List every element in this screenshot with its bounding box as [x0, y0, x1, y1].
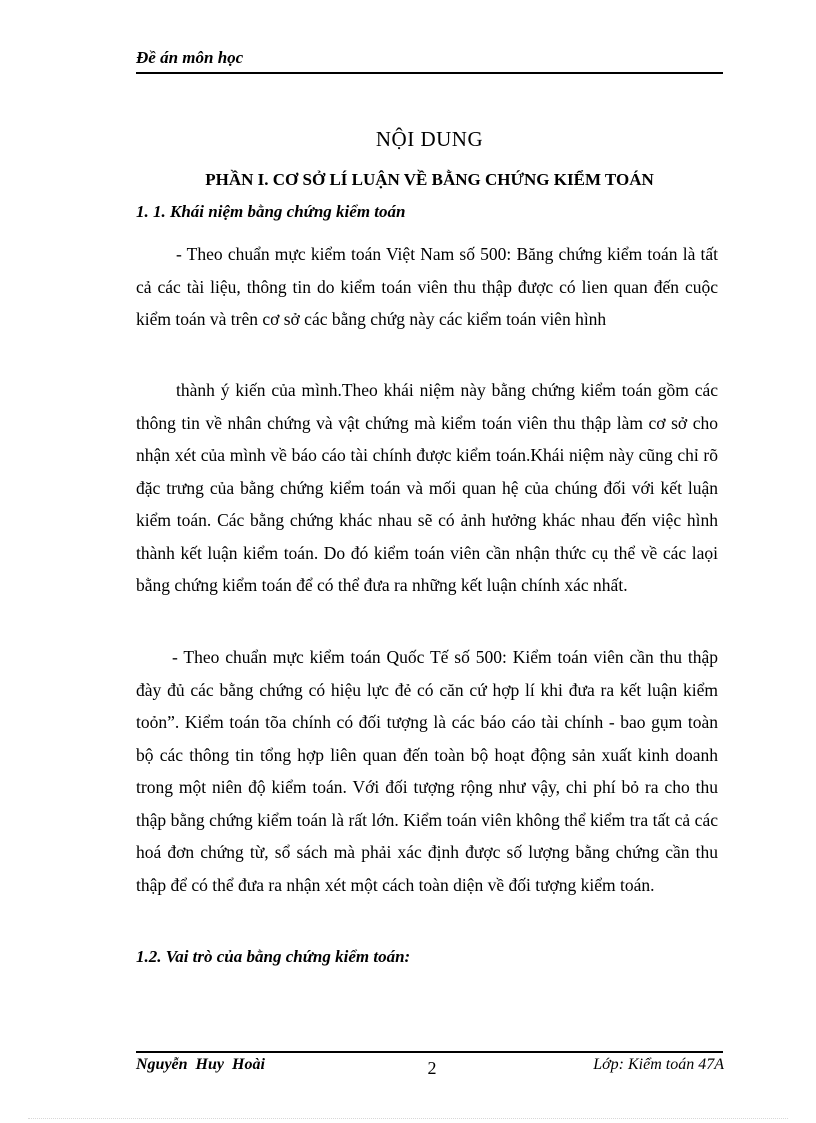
header-title: Đề án môn học [136, 48, 244, 67]
section-heading-1-1: 1. 1. Khái niệm bằng chứng kiểm toán [136, 202, 406, 221]
paragraph: - Theo chuẩn mực kiểm toán Quốc Tế số 500: Kiểm toán viên cần thu thập đày đủ các bằng chứng có hiệu lực đẻ có căn cứ hợp lí khi đưa ra kết luận kiểm toỏn”. Kiểm toán tõa chính có đối tượng là các báo cáo tài chính - bao gụm toàn bộ các thông tin tổng hợp liên quan đến toàn bộ hoạt động sản xuất kinh doanh trong một niên độ kiểm toán. Với đối tượng rộng như vậy, chi phí bỏ ra cho thu thập bằng chứng kiểm toán là rất lớn. Kiểm toán viên không thể kiểm tra tất cả các hoá đơn chứng từ, sổ sách mà phải xác định được số lượng bằng chứng cần thu thập để có thể đưa ra nhận xét một cách toàn diện về đối tượng kiểm toán. [136, 647, 718, 895]
document-title: NỘI DUNG [375, 127, 484, 151]
paragraph: thành ý kiến của mình.Theo khái niệm này bằng chứng kiểm toán gồm các thông tin về nhân chứng và vật chứng mà kiểm toán viên thu thập làm cơ sở cho nhận xét của mình về báo cáo tài chính được kiểm toán.Khái niệm này cũng chỉ rõ đặc trưng của bằng chứng kiểm toán và mối quan hệ của chúng đối với kết luận kiểm toán. Các bằng chứng khác nhau sẽ có ảnh hưởng khác nhau đến việc hình thành kết luận kiểm toán. Do đó kiểm toán viên cần nhận thức cụ thể về các laọi bằng chứng kiểm toán để có thể đưa ra những kết luận chính xác nhất. [136, 380, 718, 595]
header-rule [136, 72, 723, 74]
part-heading: PHẦN I. CƠ SỞ LÍ LUẬN VỀ BẰNG CHỨNG KIỂM TOÁN [205, 170, 654, 189]
page-number: 2 [427, 1058, 437, 1078]
page-edge-divider [28, 1118, 788, 1119]
section-heading-1-2: 1.2. Vai trò của bằng chứng kiểm toán: [136, 947, 411, 966]
footer-author: Nguyễn Huy Hoài [136, 1056, 265, 1073]
footer-rule [136, 1051, 723, 1053]
paragraph: - Theo chuẩn mực kiểm toán Việt Nam số 500: Băng chứng kiểm toán là tất cả các tài liệu, thông tin do kiểm toán viên thu thập được có lien quan đến cuộc kiểm toán và trên cơ sở các bằng chứg này các kiểm toán viên hình [136, 244, 718, 329]
footer-class-label: Lớp: Kiểm toán 47A [593, 1056, 724, 1073]
